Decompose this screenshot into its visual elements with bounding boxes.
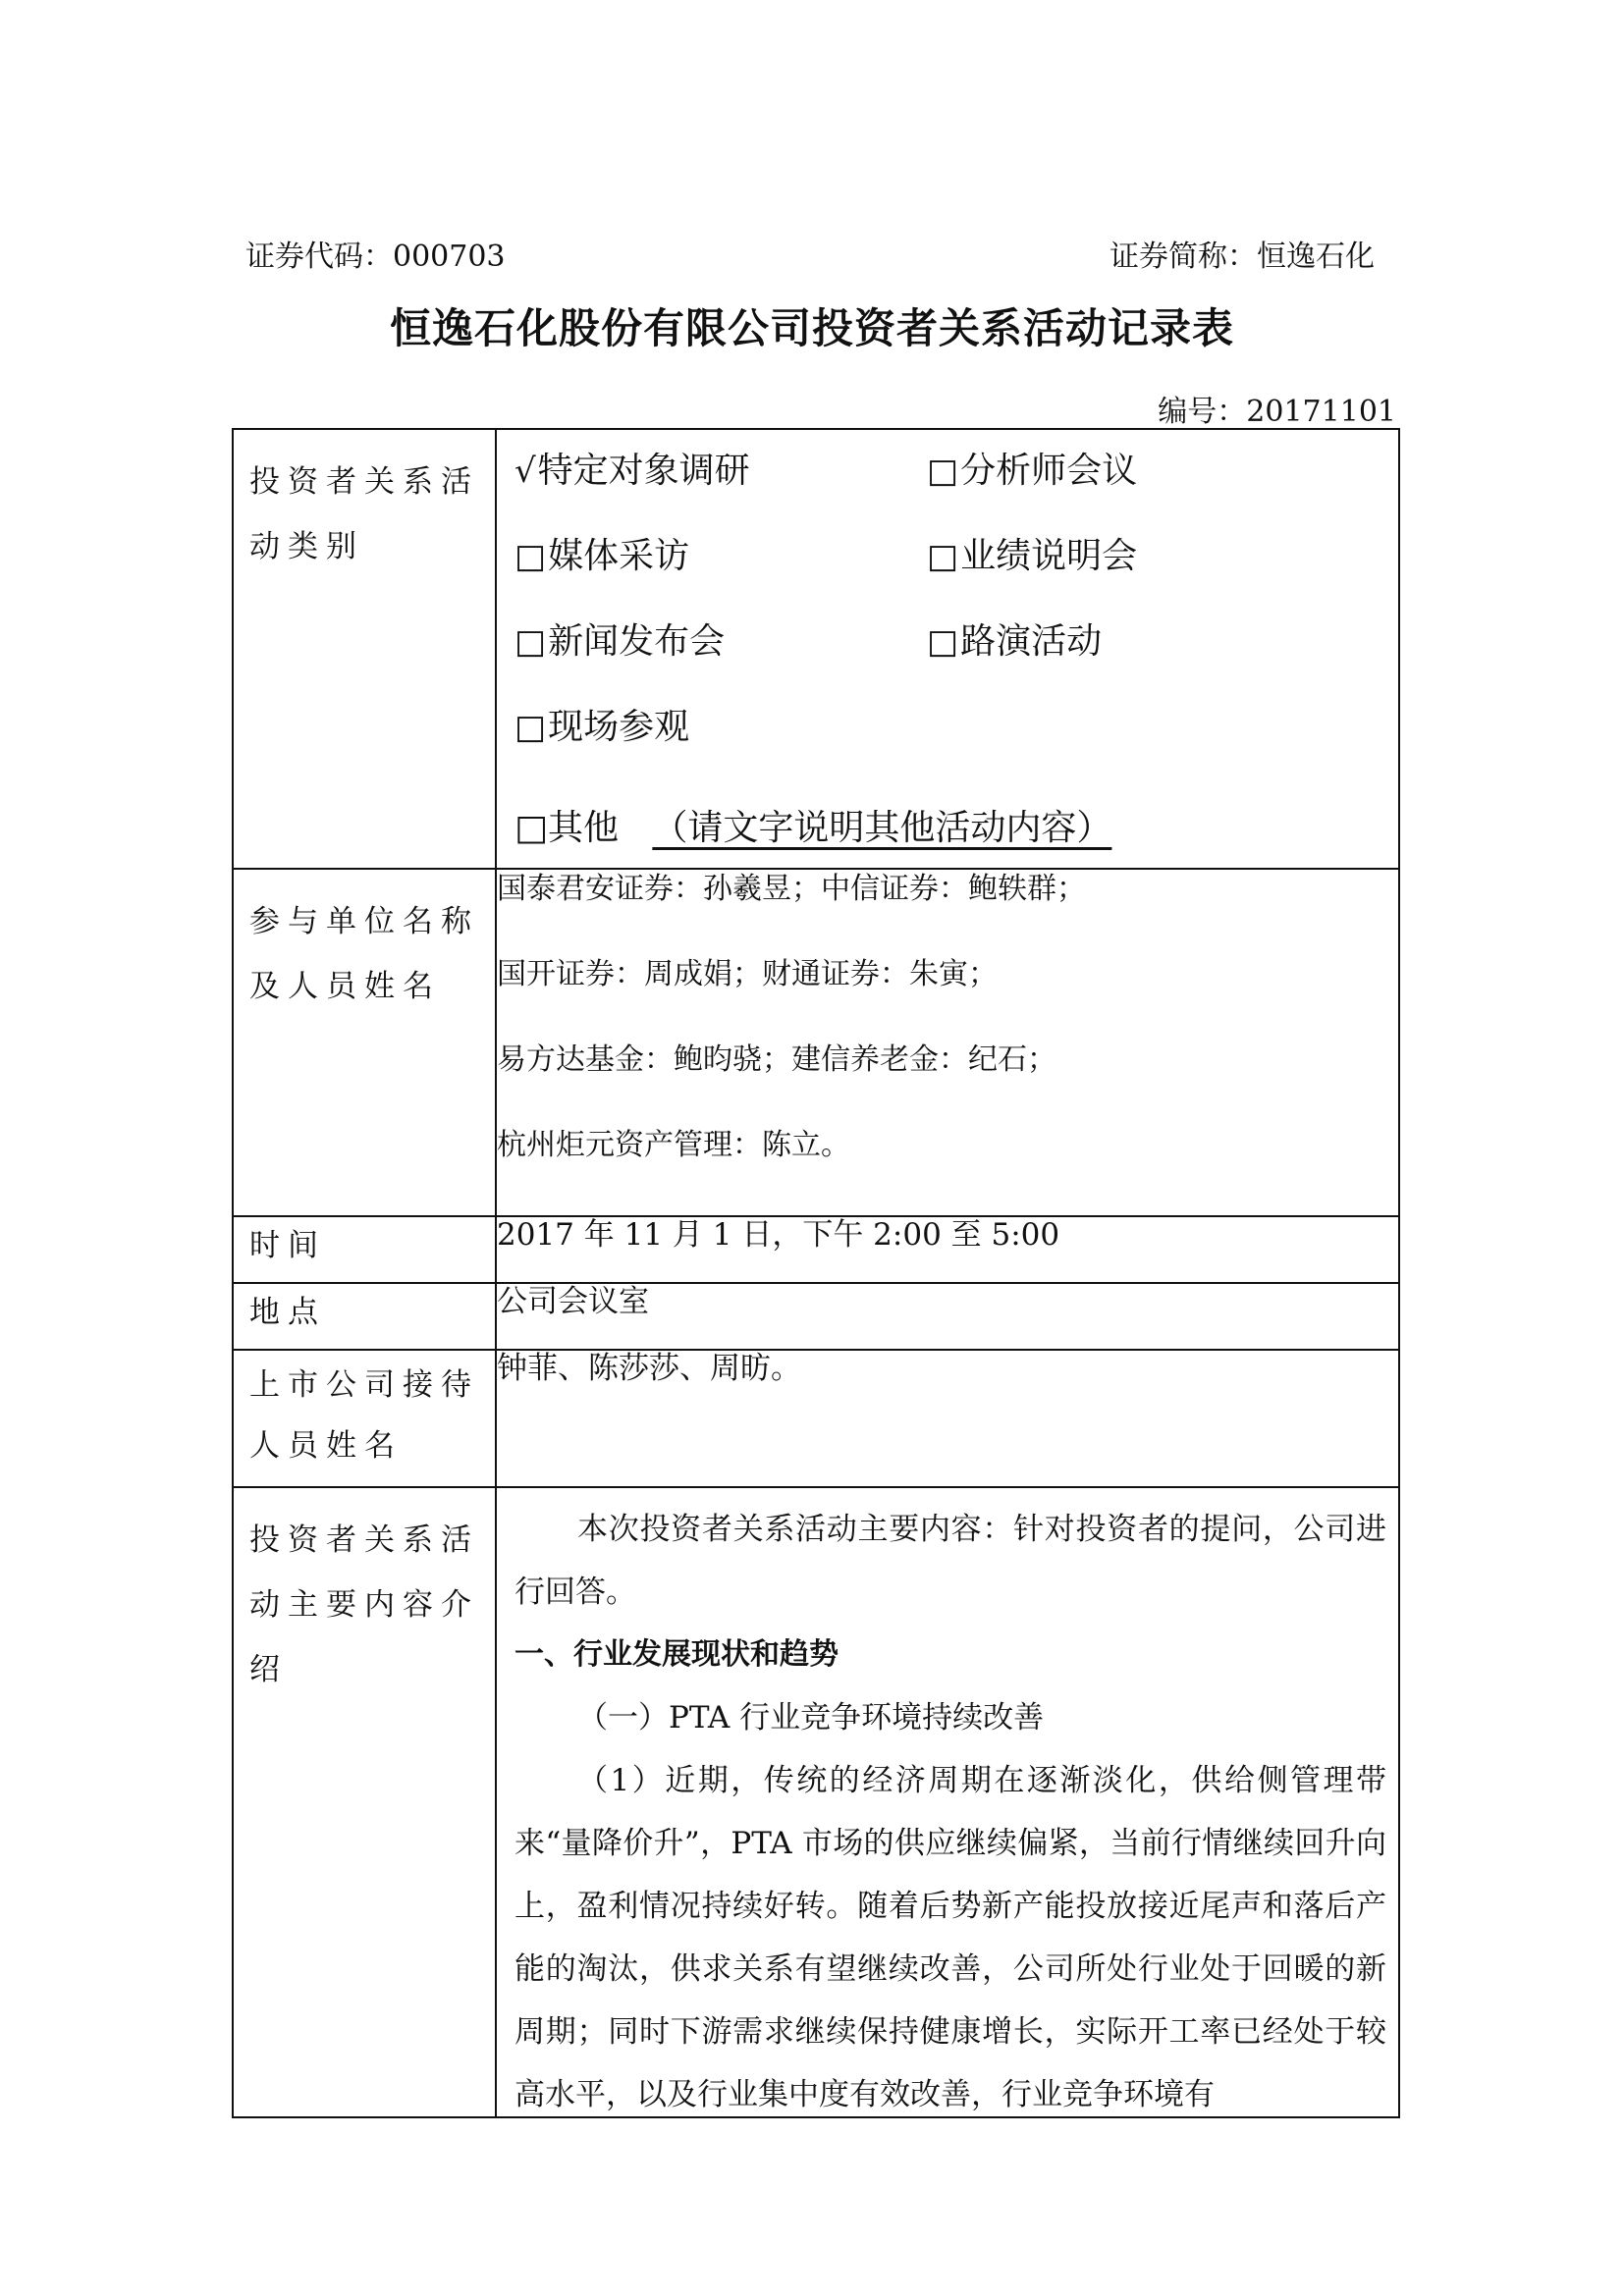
activity-type-options <box>496 429 1399 869</box>
section-heading: 一、行业发展现状和趋势 <box>514 1637 839 1672</box>
participant-line: 杭州炬元资产管理：陈立。 <box>497 1128 850 1162</box>
row-activity-type <box>233 429 1399 869</box>
main-content-label: 投资者关系活动主要内容介绍 <box>233 1487 496 2117</box>
security-code: 证券代码：000703 <box>245 240 506 274</box>
time-value: 2017 年 11 月 1 日，下午 2:00 至 5:00 <box>496 1216 1399 1283</box>
location-label: 地点 <box>233 1283 496 1350</box>
document-title: 恒逸石化股份有限公司投资者关系活动记录表 <box>389 304 1234 352</box>
participants-label: 参与单位名称及人员姓名 <box>233 869 496 1216</box>
main-content-cell <box>496 1487 1399 2117</box>
row-time <box>233 1216 1399 1283</box>
intro-paragraph: 本次投资者关系活动主要内容：针对投资者的提问，公司进行回答。 <box>514 1512 1386 1610</box>
body-paragraph: （1）近期，传统的经济周期在逐渐淡化，供给侧管理带来“量降价升”，PTA 市场的供应继续偏紧，当前行情继续回升向上，盈利情况持续好转。随着后势新产能投放接近尾声和落后产能的淘汰，供求关系有望继续改善，公司所处行业处于回暖的新周期；同时下游需求继续保持健康增长，实际开工率已经处于较高水平，以及行业集中度有效改善，行业竞争环境有 <box>514 1763 1386 2112</box>
location-value: 公司会议室 <box>496 1283 1399 1350</box>
security-abbreviation: 证券简称：恒逸石化 <box>1110 240 1375 274</box>
document-number: 编号：20171101 <box>1158 395 1396 429</box>
option-specific-research <box>514 450 927 535</box>
row-location <box>233 1283 1399 1350</box>
checkbox-icon: □ <box>514 808 549 848</box>
option-site-visit <box>514 706 927 791</box>
participants-list <box>496 869 1399 1216</box>
option-media-interview <box>514 535 927 620</box>
option-press-conference <box>514 620 927 706</box>
checkbox-icon: □ <box>927 537 959 576</box>
participant-line: 国开证券：周成娟；财通证券：朱寅； <box>497 957 998 991</box>
row-main-content <box>233 1487 1399 2117</box>
checkbox-icon: □ <box>927 452 959 491</box>
option-analyst-meeting <box>927 450 1339 535</box>
checked-mark-icon: √ <box>514 452 536 491</box>
checkbox-icon: □ <box>514 708 547 747</box>
record-table <box>232 428 1400 2118</box>
option-other-label: 其他 <box>548 808 620 848</box>
option-label: 路演活动 <box>960 621 1103 662</box>
time-label: 时间 <box>233 1216 496 1283</box>
participant-line: 国泰君安证券：孙羲昱；中信证券：鲍轶群； <box>497 872 1086 906</box>
subsection-heading: （一）PTA 行业竞争环境持续改善 <box>577 1700 1045 1735</box>
checkbox-icon: □ <box>927 622 959 662</box>
option-label: 特定对象调研 <box>537 451 750 491</box>
row-reception <box>233 1350 1399 1487</box>
reception-value: 钟菲、陈莎莎、周昉。 <box>496 1350 1399 1487</box>
option-label: 媒体采访 <box>548 536 690 576</box>
option-other-note: （请文字说明其他活动内容） <box>652 808 1112 848</box>
activity-options-grid <box>497 430 1398 807</box>
option-label: 分析师会议 <box>960 451 1138 491</box>
option-label: 业绩说明会 <box>960 536 1138 576</box>
row-participants <box>233 869 1399 1216</box>
reception-label: 上市公司接待人员姓名 <box>233 1350 496 1487</box>
option-other <box>497 807 1398 868</box>
participant-line: 易方达基金：鲍昀骁；建信养老金：纪石； <box>497 1042 1056 1077</box>
activity-type-label: 投资者关系活动类别 <box>233 429 496 869</box>
checkbox-icon: □ <box>514 622 547 662</box>
option-earnings-briefing <box>927 535 1339 620</box>
option-label: 新闻发布会 <box>548 621 726 662</box>
checkbox-icon: □ <box>514 537 547 576</box>
option-roadshow <box>927 620 1339 706</box>
main-content-body <box>497 1488 1398 2116</box>
option-label: 现场参观 <box>548 707 690 747</box>
